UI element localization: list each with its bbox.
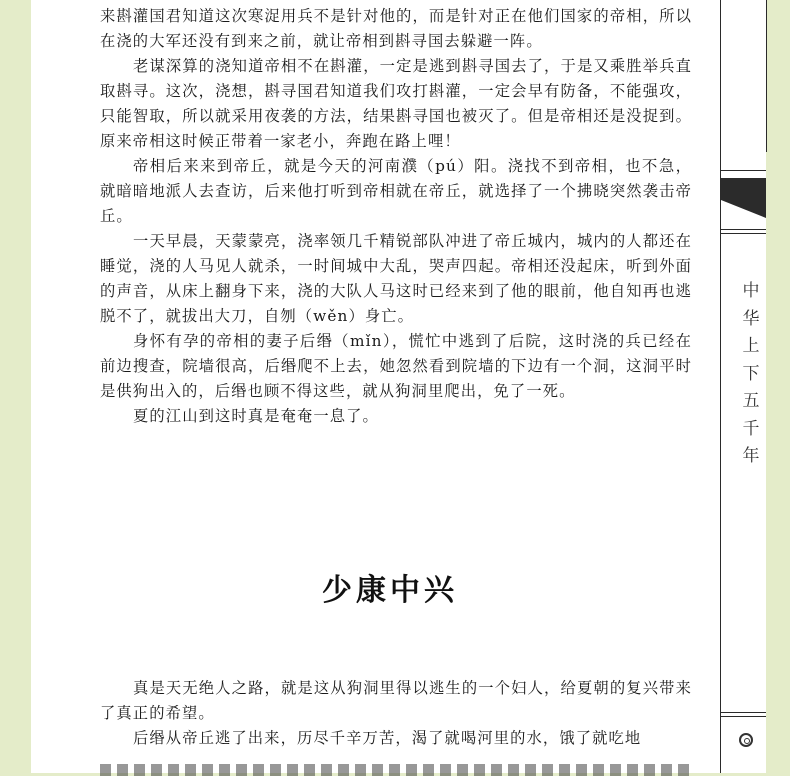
paragraph: 真是天无绝人之路，就是这从狗洞里得以逃生的一个妇人，给夏朝的复兴带来了真正的希望。 <box>100 679 692 722</box>
sidebar-rule <box>721 712 766 713</box>
paragraph: 一天早晨，天蒙蒙亮，浇率领几千精锐部队冲进了帝丘城内，城内的人都还在睡觉，浇的人马见人就杀，一时间城中大乱，哭声四起。帝相还没起床，听到外面的声音，从床上翻身下来，浇的大队人马这时已经来到了他的眼前，他自知再也逃脱不了，就拔出大刀，自刎（wěn）身亡。 <box>100 232 692 325</box>
paragraph: 帝相后来来到帝丘，就是今天的河南濮（pú）阳。浇找不到帝相，也不急，就暗暗地派人去查访，后来他打听到帝相就在帝丘，就选择了一个拂晓突然袭击帝丘。 <box>100 157 692 225</box>
sidebar-frame <box>721 0 767 152</box>
sidebar-rule <box>721 170 766 171</box>
sidebar-rule <box>721 716 766 717</box>
chapter-title: 少康中兴 <box>322 573 458 608</box>
sidebar-rule <box>721 233 766 234</box>
book-title-vertical <box>736 278 766 471</box>
section-2-text <box>100 676 692 751</box>
paragraph: 老谋深算的浇知道帝相不在斟灌，一定是逃到斟寻国去了，于是又乘胜举兵直取斟寻。这次，浇想，斟寻国君知道我们攻打斟灌，一定会早有防备，不能强攻，只能智取，所以就采用夜袭的方法，结果斟寻国也被灭了。但是帝相还是没捉到。原来帝相这时候正带着一家老小，奔跑在路上哩！ <box>100 57 692 150</box>
paragraph: 后缗从帝丘逃了出来，历尽千辛万苦，渴了就喝河里的水，饿了就吃地 <box>133 729 642 747</box>
cut-off-text-line <box>100 764 692 776</box>
title-char: 上 <box>742 336 760 356</box>
title-char: 下 <box>742 363 760 384</box>
title-char: 五 <box>742 391 760 411</box>
circle-ornament-icon <box>739 733 753 747</box>
paragraph: 身怀有孕的帝相的妻子后缗（mǐn），慌忙中逃到了后院，这时浇的兵已经在前边搜查，院墙很高，后缗爬不上去，她忽然看到院墙的下边有一个洞，这洞平时是供狗出入的，后缗也顾不得这些，就从狗洞里爬出，免了一死。 <box>100 332 692 400</box>
sidebar-rule <box>721 229 766 230</box>
title-char: 千 <box>742 418 760 439</box>
title-char: 华 <box>742 308 760 329</box>
title-char: 中 <box>742 281 760 301</box>
title-char: 年 <box>742 446 760 466</box>
paragraph: 夏的江山到这时真是奄奄一息了。 <box>133 407 379 425</box>
section-1-text <box>100 4 692 429</box>
paragraph: 来斟灌国君知道这次寒浞用兵不是针对他的，而是针对正在他们国家的帝相，所以在浇的大军还没有到来之前，就让帝相到斟寻国去躲避一阵。 <box>100 7 692 50</box>
